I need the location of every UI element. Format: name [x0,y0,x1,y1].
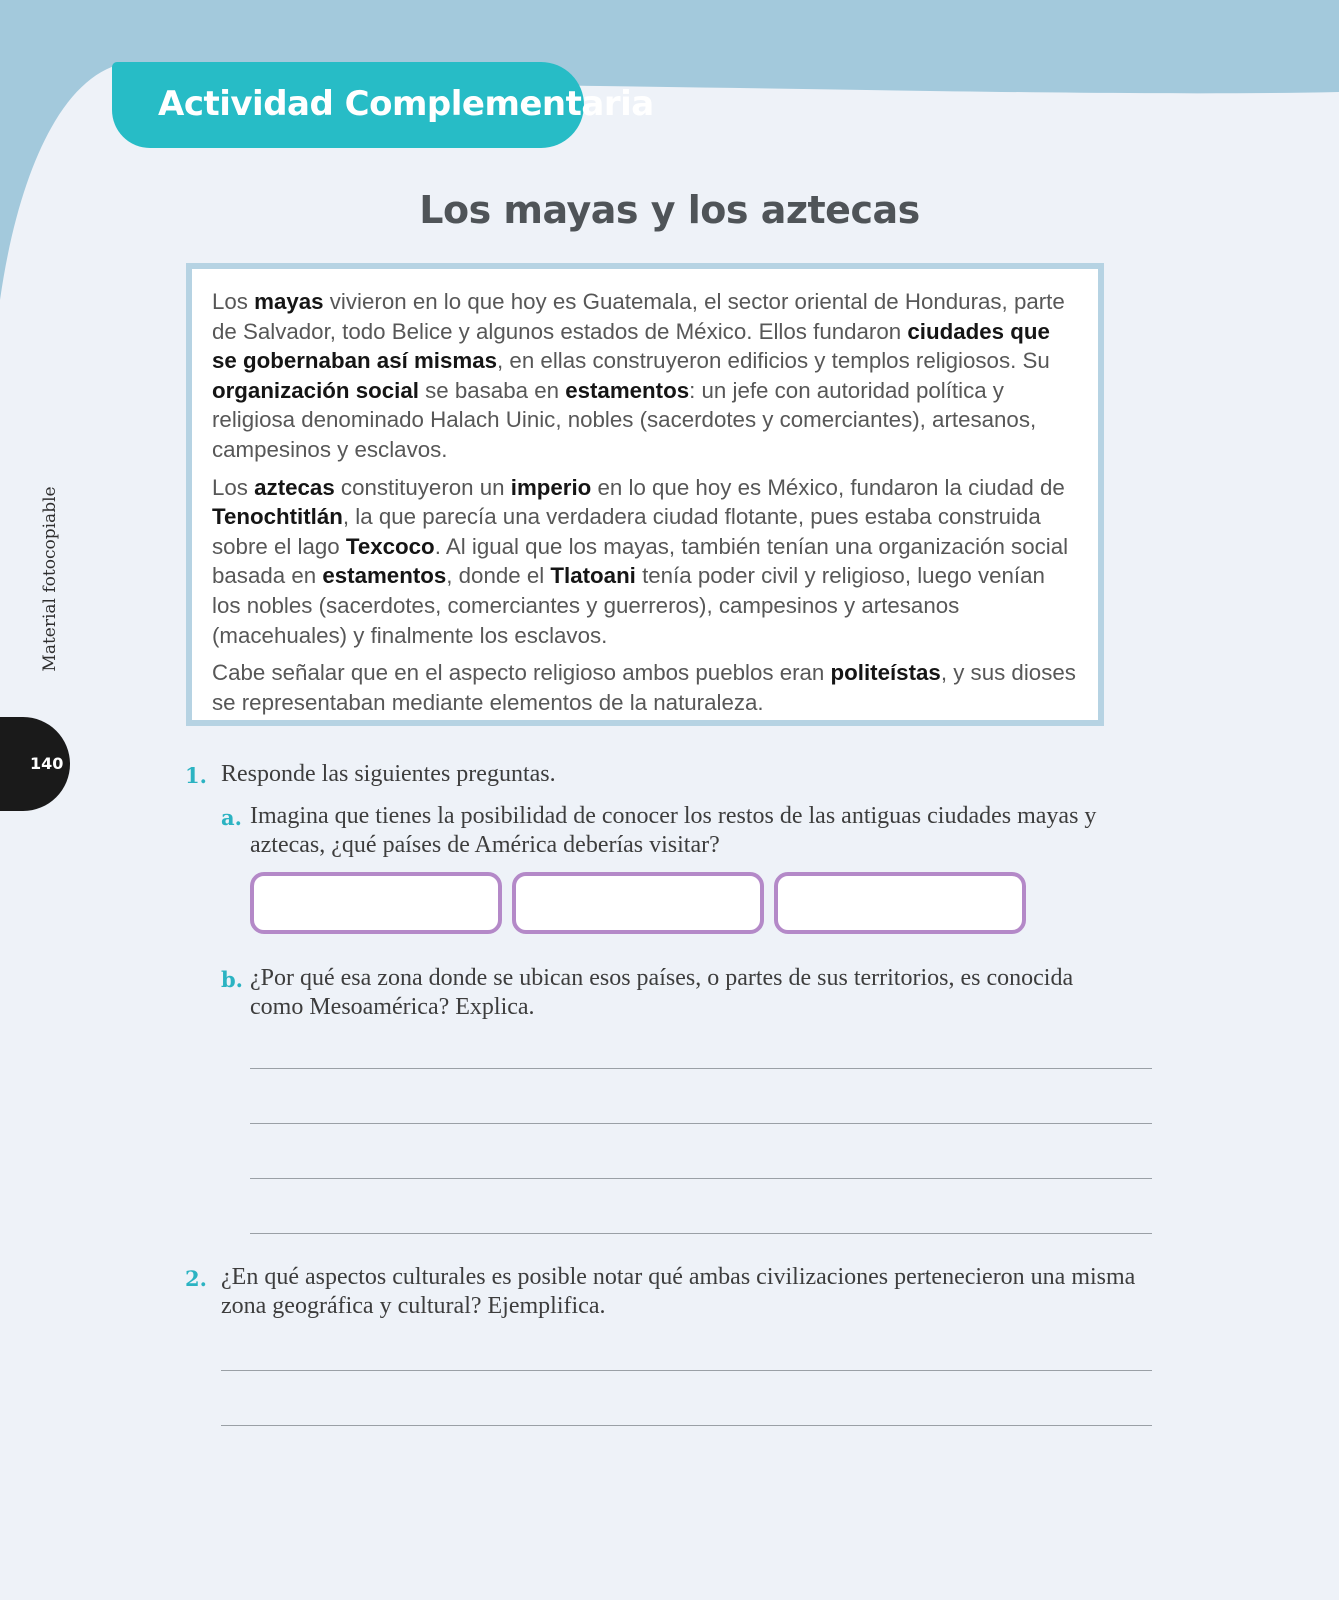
text-run: constituyeron un [334,474,511,500]
question-1-text: Responde las siguientes preguntas. [221,761,556,787]
text-run: . Al igual que los mayas, también tenían una organización social basada en [212,533,1069,589]
question-1a-line-2: aztecas, ¿qué países de América deberías visitar? [250,832,720,858]
reading-paragraph-aztecas [212,473,1078,651]
question-2-number: 2. [185,1266,207,1291]
text-run: Los [212,289,255,314]
text-run: Cabe señalar que en el aspecto religioso ambos pueblos eran [212,660,831,686]
text-run: vivieron en lo que hoy es Guatemala, el sector oriental de Honduras, parte de Salvador, todo Belice y algunos estados de México. Ellos fundaron [212,289,1065,344]
activity-banner [112,62,654,148]
bold-term: imperio [510,474,592,500]
text-run: , en ellas construyeron edificios y templos religiosos. Su [497,348,1050,374]
question-1b-letter: b. [221,967,243,992]
question-1a-line-1: Imagina que tienes la posibilidad de conocer los restos de las antiguas ciudades mayas y [250,803,1097,829]
reading-box [186,263,1104,726]
side-label: Material fotocopiable [40,486,60,672]
question-2-line-1: ¿En qué aspectos culturales es posible notar qué ambas civilizaciones pertenecieron una misma [221,1264,1136,1290]
answer-line-1b-2[interactable] [250,1123,1152,1124]
bold-term: Tenochtitlán [212,504,343,530]
text-run: , la que parecía una verdadera ciudad flotante, pues estaba construida sobre el lago [212,504,1041,559]
answer-line-1b-3[interactable] [250,1178,1152,1179]
text-run: , y sus dioses se representaban mediante elementos de la naturaleza. [212,660,1076,715]
reading-paragraph-mayas [212,287,1078,465]
answer-line-1b-1[interactable] [250,1068,1152,1069]
bold-term: mayas [254,289,324,314]
text-run: en lo que hoy es México, fundaron la ciudad de [591,474,1065,500]
text-run: se basaba en [418,377,566,403]
bold-term: Texcoco [345,533,435,559]
answer-box-country-1[interactable] [250,872,502,934]
text-run: : un jefe con autoridad política y religiosa denominado Halach Uinic, nobles (sacerdotes y comerciantes), artesanos, campesinos y esclavos. [212,377,1037,462]
page-number: 140 [30,754,64,773]
question-2-line-2: zona geográfica y cultural? Ejemplifica. [221,1293,606,1319]
page-number-tab [0,717,70,811]
answer-box-country-2[interactable] [512,872,764,934]
answer-line-2-2[interactable] [221,1425,1152,1426]
question-1b-line-1: ¿Por qué esa zona donde se ubican esos países, o partes de sus territorios, es conocida [250,965,1074,991]
text-run: tenía poder civil y religioso, luego venían los nobles (sacerdotes, comerciantes y guerreros), campesinos y artesanos (macehuales) y finalmente los esclavos. [212,563,1045,648]
bold-term: estamentos [565,377,690,403]
side-label-container [36,480,64,678]
page-title: Los mayas y los aztecas [419,188,920,232]
question-1b-line-2: como Mesoamérica? Explica. [250,994,535,1020]
bold-term: Tlatoani [550,563,636,589]
answer-line-1b-4[interactable] [250,1233,1152,1234]
bold-term: politeístas [830,660,941,686]
bold-term: organización social [212,377,419,403]
banner-label: Actividad Complementaria [158,84,654,124]
bold-term: ciudades que se gobernaban así mismas [212,318,1050,374]
reading-paragraph-religion [212,658,1078,717]
text-run: , donde el [446,563,551,589]
answer-line-2-1[interactable] [221,1370,1152,1371]
text-run: Los [212,474,255,500]
question-1-number: 1. [185,763,207,788]
answer-box-country-3[interactable] [774,872,1026,934]
question-1a-letter: a. [221,805,242,830]
bold-term: aztecas [254,474,335,500]
bold-term: estamentos [322,563,447,589]
